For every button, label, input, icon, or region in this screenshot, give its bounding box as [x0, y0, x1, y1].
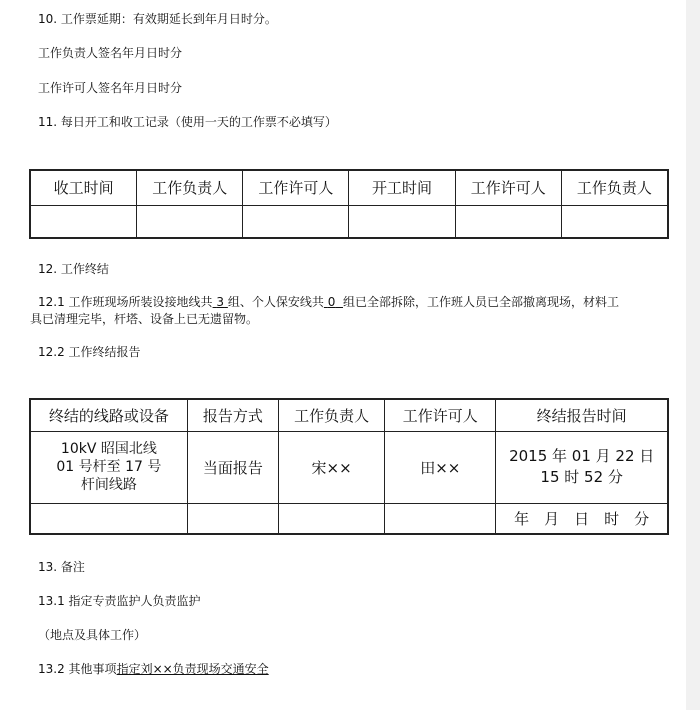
- completion-report-table: [29, 398, 669, 535]
- section-number: 12.: [38, 262, 58, 276]
- empty-cell: [187, 503, 278, 534]
- header-cell: 工作许可人: [243, 170, 349, 205]
- cell-text: 2015 年 01 月 22 日: [509, 447, 655, 465]
- permit-signature-line: 工作许可人签名年月日时分: [38, 81, 183, 95]
- personal-wire-count: [324, 295, 343, 309]
- section-number: 13.2: [38, 662, 65, 676]
- cell-text: 10kV 昭国北线: [60, 441, 157, 457]
- paragraph-text: 具已清理完毕，杆塔、设备上已无遗留物。: [30, 312, 259, 326]
- empty-cell: [30, 205, 137, 238]
- page-edge-shade: [686, 0, 700, 710]
- paragraph-text: 工作班现场所装设接地线共: [68, 295, 213, 309]
- table-header-row: [30, 399, 668, 431]
- completion-paragraph: [30, 294, 670, 328]
- ground-wire-count: [213, 295, 228, 309]
- cell-text: 01 号杆至 17 号: [56, 459, 162, 475]
- extension-line: [38, 11, 277, 27]
- header-cell: 终结的线路或设备: [30, 399, 187, 431]
- section-number: 13.1: [38, 594, 65, 608]
- completion-report-heading: [38, 344, 141, 360]
- section-number: 12.1: [38, 295, 65, 309]
- remark-underlined-text: 指定刘××负责现场交通安全: [116, 662, 269, 676]
- remarks-title: 备注: [60, 560, 85, 574]
- remark-1-sub: （地点及具体工作）: [38, 628, 147, 642]
- empty-cell: [455, 205, 561, 238]
- cell-text: 15 时 52 分: [540, 468, 623, 486]
- leader-signature-line: 工作负责人签名年月日时分: [38, 46, 183, 60]
- header-cell: 工作许可人: [385, 399, 496, 431]
- empty-cell: [561, 205, 668, 238]
- header-cell: 报告方式: [187, 399, 278, 431]
- completion-report-title: 工作终结报告: [68, 345, 141, 359]
- header-cell: 工作负责人: [279, 399, 385, 431]
- section-number: 12.2: [38, 345, 65, 359]
- header-cell: 收工时间: [30, 170, 137, 205]
- report-time-cell: [496, 431, 668, 503]
- table-row: [30, 205, 668, 238]
- daily-record-table: [29, 169, 669, 239]
- personal-wire-count-value: 0: [327, 295, 336, 309]
- empty-cell: [349, 205, 455, 238]
- leader-cell: 宋××: [279, 431, 385, 503]
- remark-2: [38, 661, 269, 677]
- ground-wire-count-value: 3: [216, 295, 225, 309]
- remark-1: [38, 593, 201, 609]
- remarks-heading: [38, 559, 85, 575]
- empty-cell: [243, 205, 349, 238]
- empty-cell: [385, 503, 496, 534]
- table-header-row: [30, 170, 668, 205]
- daily-record-heading: [38, 114, 337, 130]
- cell-text: 杆间线路: [80, 477, 137, 493]
- table-row: [30, 503, 668, 534]
- header-cell: 工作负责人: [561, 170, 668, 205]
- section-number: 13.: [38, 560, 58, 574]
- empty-cell: [137, 205, 243, 238]
- header-cell: 终结报告时间: [496, 399, 668, 431]
- daily-record-text: 每日开工和收工记录（使用一天的工作票不必填写）: [60, 115, 337, 129]
- permit-cell: 田××: [385, 431, 496, 503]
- completion-heading: [38, 261, 109, 277]
- section-number: 11.: [38, 115, 58, 129]
- remark-text: 指定专责监护人负责监护: [68, 594, 201, 608]
- paragraph-text: 组已全部拆除，工作班人员已全部撤离现场，材料工: [342, 295, 619, 309]
- paragraph-text: 组、个人保安线共: [227, 295, 324, 309]
- report-method-cell: 当面报告: [187, 431, 278, 503]
- empty-cell: [30, 503, 187, 534]
- line-equipment-cell: [30, 431, 187, 503]
- header-cell: 工作许可人: [455, 170, 561, 205]
- blank-time-cell: 年 月 日 时 分: [496, 503, 668, 534]
- remark-label: 其他事项: [68, 662, 117, 676]
- section-number: 10.: [38, 12, 58, 26]
- header-cell: 工作负责人: [137, 170, 243, 205]
- extension-text: 工作票延期：有效期延长到年月日时分。: [60, 12, 277, 26]
- empty-cell: [279, 503, 385, 534]
- table-row: [30, 431, 668, 503]
- header-cell: 开工时间: [349, 170, 455, 205]
- completion-title: 工作终结: [60, 262, 109, 276]
